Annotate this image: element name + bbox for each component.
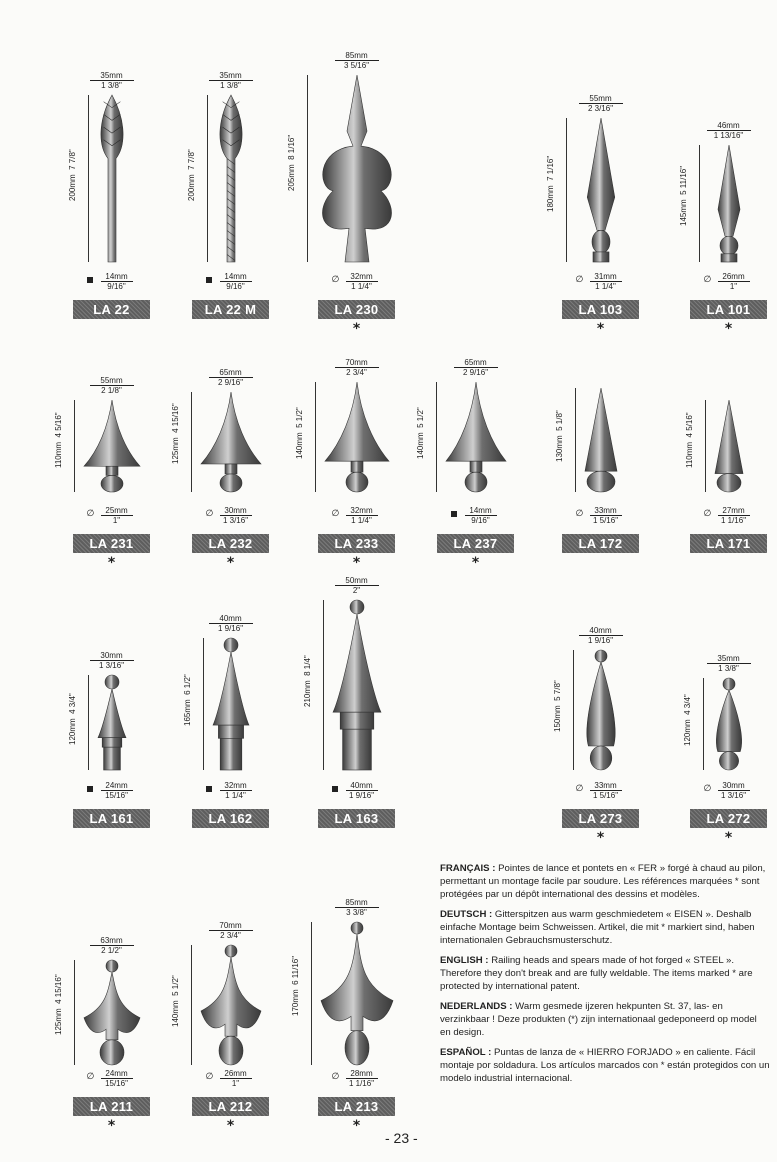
base-mm: 31mm	[590, 272, 622, 282]
protected-marker: *	[596, 321, 605, 337]
square-section-icon	[332, 786, 338, 792]
desc-nl: NEDERLANDS : Warm gesmede ijzeren hekpunten St. 37, las- en verzinkbaar ! Deze produkten (*) zijn internationaal gedeponeerd op model en design.	[440, 1001, 757, 1038]
diameter-icon: ∅	[205, 1071, 214, 1081]
height-in: 5 1/2"	[294, 407, 304, 428]
diameter-icon: ∅	[86, 508, 95, 518]
base-in: 15/16"	[105, 1079, 128, 1088]
base-in: 1 9/16"	[348, 791, 375, 800]
width-mm: 63mm	[100, 936, 123, 945]
diameter-icon: ∅	[703, 783, 712, 793]
width-dimension	[707, 121, 751, 140]
height-in: 5 1/8"	[554, 410, 564, 431]
product-drawing	[436, 382, 516, 492]
width-mm: 85mm	[345, 898, 368, 907]
product-drawing	[573, 650, 629, 770]
protected-marker: *	[226, 555, 235, 571]
width-dimension	[335, 358, 379, 377]
diameter-icon: ∅	[86, 1071, 95, 1081]
width-dimension	[335, 576, 379, 595]
base-dimension	[704, 272, 754, 292]
height-dimension	[68, 693, 77, 745]
height-dimension-line	[74, 400, 75, 492]
width-in: 1 9/16"	[209, 623, 253, 633]
height-mm: 110mm	[53, 441, 63, 468]
height-in: 8 1/16"	[286, 134, 296, 160]
width-in: 3 5/16"	[335, 60, 379, 70]
base-mm: 14mm	[465, 506, 497, 516]
product-code-label: LA 211	[73, 1097, 150, 1116]
height-in: 5 1/2"	[415, 407, 425, 428]
width-mm: 46mm	[717, 121, 740, 130]
height-in: 7 7/8"	[186, 148, 196, 170]
page-number: - 23 -	[385, 1130, 418, 1146]
width-in: 2 3/4"	[209, 930, 253, 940]
base-dimension	[576, 272, 626, 292]
height-dimension-line	[191, 945, 192, 1065]
width-dimension	[335, 898, 379, 917]
base-dimension	[206, 781, 256, 801]
product-drawing	[88, 95, 136, 262]
height-mm: 140mm	[170, 1000, 180, 1027]
height-in: 6 1/2"	[182, 674, 192, 695]
base-in: 1 1/4"	[351, 516, 372, 525]
height-dimension	[291, 955, 300, 1015]
height-dimension-line	[74, 960, 75, 1065]
base-in: 1 5/16"	[592, 516, 619, 525]
diameter-icon: ∅	[703, 274, 712, 284]
base-dimension	[87, 1069, 137, 1089]
product-code-label: LA 103	[562, 300, 639, 319]
height-dimension	[295, 407, 304, 459]
height-in: 8 1/4"	[302, 655, 312, 676]
square-section-icon	[206, 786, 212, 792]
width-in: 1 3/8"	[707, 663, 751, 673]
width-mm: 65mm	[219, 368, 242, 377]
product-drawing	[74, 960, 150, 1065]
width-mm: 40mm	[219, 614, 242, 623]
height-dimension-line	[203, 638, 204, 770]
base-in: 15/16"	[105, 791, 128, 800]
product-drawing	[191, 945, 271, 1065]
product-drawing	[207, 95, 255, 262]
width-dimension	[579, 626, 623, 645]
height-dimension-line	[88, 675, 89, 770]
product-code-label: LA 213	[318, 1097, 395, 1116]
width-dimension	[209, 614, 253, 633]
width-dimension	[90, 651, 134, 670]
height-in: 4 15/16"	[53, 973, 63, 1004]
height-dimension-line	[191, 392, 192, 492]
product-code-label: LA 22	[73, 300, 150, 319]
diameter-icon: ∅	[703, 508, 712, 518]
product-drawing	[323, 600, 391, 770]
height-mm: 120mm	[67, 717, 77, 745]
diameter-icon: ∅	[575, 274, 584, 284]
protected-marker: *	[352, 555, 361, 571]
product-code-label: LA 22 M	[192, 300, 269, 319]
product-code-label: LA 237	[437, 534, 514, 553]
height-mm: 210mm	[302, 680, 312, 707]
height-dimension	[54, 412, 63, 468]
width-mm: 55mm	[100, 376, 123, 385]
base-dimension	[332, 781, 382, 801]
height-dimension	[287, 134, 296, 190]
base-mm: 26mm	[718, 272, 750, 282]
square-section-icon	[451, 511, 457, 517]
base-mm: 24mm	[101, 1069, 133, 1079]
base-in: 1 3/16"	[222, 516, 249, 525]
base-dimension	[576, 781, 626, 801]
base-in: 1 1/16"	[720, 516, 747, 525]
base-mm: 27mm	[718, 506, 750, 516]
height-mm: 125mm	[170, 437, 180, 464]
desc-de: DEUTSCH : Gitterspitzen aus warm geschmiedetem « EISEN ». Deshalb einfache Montage beim Schweissen. Artikel, die mit * markiert sind, haben internationalen Gebrauchsmusterschutz.	[440, 909, 755, 946]
protected-marker: *	[724, 830, 733, 846]
width-dimension	[579, 94, 623, 113]
width-in: 2 3/4"	[335, 367, 379, 377]
square-section-icon	[206, 277, 212, 283]
height-dimension-line	[207, 95, 208, 262]
height-dimension-line	[573, 650, 574, 770]
height-dimension-line	[315, 382, 316, 492]
base-in: 1 1/16"	[348, 1079, 375, 1088]
product-code-label: LA 172	[562, 534, 639, 553]
width-dimension	[335, 51, 379, 70]
width-dimension	[90, 936, 134, 955]
protected-marker: *	[226, 1118, 235, 1134]
height-mm: 180mm	[545, 185, 555, 212]
base-mm: 25mm	[101, 506, 133, 516]
product-code-label: LA 233	[318, 534, 395, 553]
width-dimension	[209, 368, 253, 387]
square-section-icon	[87, 786, 93, 792]
base-in: 1 1/4"	[351, 282, 372, 291]
product-drawing	[203, 638, 259, 770]
base-in: 9/16"	[471, 516, 490, 525]
product-code-label: LA 212	[192, 1097, 269, 1116]
base-mm: 30mm	[718, 781, 750, 791]
base-mm: 28mm	[346, 1069, 378, 1079]
base-dimension	[87, 506, 137, 526]
base-mm: 24mm	[101, 781, 133, 791]
width-dimension	[454, 358, 498, 377]
height-mm: 170mm	[290, 988, 300, 1016]
product-drawing	[307, 75, 407, 262]
base-in: 1"	[231, 1079, 240, 1088]
height-mm: 130mm	[554, 435, 564, 462]
height-mm: 200mm	[186, 173, 196, 201]
height-mm: 150mm	[552, 705, 562, 732]
base-mm: 32mm	[220, 781, 252, 791]
base-dimension	[332, 1069, 382, 1089]
height-dimension	[683, 694, 692, 746]
width-mm: 70mm	[345, 358, 368, 367]
diameter-icon: ∅	[331, 1071, 340, 1081]
product-code-label: LA 162	[192, 809, 269, 828]
desc-fr: FRANÇAIS : Pointes de lance et pontets en « FER » forgé à chaud au pilon, permettant un montage facile par soudure. Les références marquées * sont protégées par un dépôt international des dessins et modèles.	[440, 863, 766, 900]
desc-en: ENGLISH : Railing heads and spears made of hot forged « STEEL ». Therefore they don't break and are fully weldable. The items marked * are protected by international patent.	[440, 955, 753, 992]
diameter-icon: ∅	[575, 783, 584, 793]
desc-es: ESPAÑOL : Puntas de lanza de « HIERRO FORJADO » en caliente. Fácil montaje por soldadura. Los artículos marcados con * están protegidos con un modelo industrial internacional.	[440, 1047, 770, 1084]
width-in: 2 1/8"	[90, 385, 134, 395]
base-dimension	[332, 506, 382, 526]
base-mm: 33mm	[590, 506, 622, 516]
base-dimension	[206, 1069, 256, 1089]
height-dimension-line	[575, 388, 576, 492]
height-in: 6 11/16"	[290, 955, 300, 985]
width-in: 2 3/16"	[579, 103, 623, 113]
height-in: 5 7/8"	[552, 680, 562, 701]
base-mm: 33mm	[590, 781, 622, 791]
diameter-icon: ∅	[575, 508, 584, 518]
product-code-label: LA 231	[73, 534, 150, 553]
height-mm: 205mm	[286, 163, 296, 191]
height-dimension-line	[699, 145, 700, 262]
product-code-label: LA 230	[318, 300, 395, 319]
width-dimension	[90, 71, 134, 90]
width-in: 3 3/8"	[335, 907, 379, 917]
height-dimension-line	[88, 95, 89, 262]
protected-marker: *	[471, 555, 480, 571]
height-in: 4 3/4"	[67, 692, 77, 714]
base-dimension	[451, 506, 501, 526]
height-dimension	[546, 156, 555, 212]
height-dimension-line	[323, 600, 324, 770]
height-mm: 200mm	[67, 173, 77, 201]
product-code-label: LA 232	[192, 534, 269, 553]
width-in: 1 3/8"	[209, 80, 253, 90]
product-drawing	[575, 388, 627, 492]
product-drawing	[315, 382, 399, 492]
width-mm: 40mm	[589, 626, 612, 635]
width-dimension	[707, 654, 751, 673]
base-mm: 40mm	[346, 781, 378, 791]
base-dimension	[87, 272, 137, 292]
base-dimension	[87, 781, 137, 801]
width-in: 2 1/2"	[90, 945, 134, 955]
product-code-label: LA 273	[562, 809, 639, 828]
height-dimension	[303, 655, 312, 707]
base-in: 1 1/4"	[225, 791, 246, 800]
height-dimension	[171, 403, 180, 464]
width-mm: 30mm	[100, 651, 123, 660]
base-in: 1 1/4"	[595, 282, 616, 291]
height-in: 4 3/4"	[682, 694, 692, 715]
base-in: 1 3/16"	[720, 791, 747, 800]
height-dimension-line	[307, 75, 308, 262]
width-in: 1 3/8"	[90, 80, 134, 90]
product-drawing	[566, 118, 636, 262]
height-mm: 140mm	[415, 432, 425, 459]
base-mm: 14mm	[220, 272, 252, 282]
base-mm: 32mm	[346, 272, 378, 282]
base-in: 9/16"	[107, 282, 126, 291]
height-in: 4 5/16"	[53, 412, 63, 438]
base-in: 9/16"	[226, 282, 245, 291]
width-in: 1 9/16"	[579, 635, 623, 645]
height-in: 7 1/16"	[545, 155, 555, 181]
product-drawing	[705, 400, 753, 492]
height-mm: 120mm	[682, 719, 692, 746]
product-drawing	[699, 145, 759, 262]
base-in: 1 5/16"	[592, 791, 619, 800]
width-in: 1 13/16"	[707, 130, 751, 140]
width-mm: 55mm	[589, 94, 612, 103]
height-in: 7 7/8"	[67, 148, 77, 170]
base-dimension	[206, 506, 256, 526]
height-dimension-line	[311, 922, 312, 1065]
product-code-label: LA 161	[73, 809, 150, 828]
base-dimension	[576, 506, 626, 526]
width-mm: 35mm	[219, 71, 242, 80]
height-mm: 165mm	[182, 699, 192, 726]
protected-marker: *	[596, 830, 605, 846]
width-in: 2 9/16"	[209, 377, 253, 387]
height-dimension	[685, 412, 694, 468]
width-mm: 65mm	[464, 358, 487, 367]
height-dimension-line	[705, 400, 706, 492]
protected-marker: *	[107, 1118, 116, 1134]
base-in: 1"	[729, 282, 738, 291]
width-mm: 35mm	[717, 654, 740, 663]
height-in: 4 15/16"	[170, 403, 180, 433]
product-drawing	[74, 400, 150, 492]
height-dimension	[54, 974, 63, 1035]
product-drawing	[311, 922, 403, 1065]
width-mm: 35mm	[100, 71, 123, 80]
base-dimension	[704, 506, 754, 526]
height-in: 4 5/16"	[684, 412, 694, 438]
product-code-label: LA 272	[690, 809, 767, 828]
height-mm: 125mm	[53, 1007, 63, 1035]
diameter-icon: ∅	[205, 508, 214, 518]
height-dimension	[171, 975, 180, 1027]
height-dimension	[555, 410, 564, 462]
width-in: 2"	[335, 585, 379, 595]
protected-marker: *	[724, 321, 733, 337]
width-mm: 50mm	[345, 576, 368, 585]
product-code-label: LA 163	[318, 809, 395, 828]
product-code-label: LA 171	[690, 534, 767, 553]
height-mm: 110mm	[684, 441, 694, 468]
base-mm: 14mm	[101, 272, 133, 282]
width-dimension	[209, 921, 253, 940]
protected-marker: *	[107, 555, 116, 571]
height-dimension-line	[703, 678, 704, 770]
height-in: 5 1/2"	[170, 975, 180, 996]
protected-marker: *	[352, 321, 361, 337]
height-dimension	[553, 680, 562, 732]
width-dimension	[90, 376, 134, 395]
height-dimension-line	[436, 382, 437, 492]
height-in: 5 11/16"	[678, 165, 688, 195]
height-mm: 140mm	[294, 432, 304, 459]
height-dimension-line	[566, 118, 567, 262]
height-mm: 145mm	[678, 198, 688, 226]
base-mm: 26mm	[220, 1069, 252, 1079]
product-drawing	[191, 392, 271, 492]
width-dimension	[209, 71, 253, 90]
width-mm: 85mm	[345, 51, 368, 60]
base-dimension	[704, 781, 754, 801]
height-dimension	[187, 149, 196, 201]
base-dimension	[332, 272, 382, 292]
height-dimension	[416, 407, 425, 459]
height-dimension	[183, 674, 192, 726]
base-in: 1"	[112, 516, 121, 525]
base-mm: 30mm	[220, 506, 252, 516]
diameter-icon: ∅	[331, 274, 340, 284]
diameter-icon: ∅	[331, 508, 340, 518]
multilingual-description	[440, 862, 770, 1092]
height-dimension	[679, 165, 688, 225]
protected-marker: *	[352, 1118, 361, 1134]
height-dimension	[68, 149, 77, 201]
base-dimension	[206, 272, 256, 292]
width-in: 2 9/16"	[454, 367, 498, 377]
square-section-icon	[87, 277, 93, 283]
width-mm: 70mm	[219, 921, 242, 930]
base-mm: 32mm	[346, 506, 378, 516]
width-in: 1 3/16"	[90, 660, 134, 670]
product-drawing	[88, 675, 136, 770]
product-drawing	[703, 678, 755, 770]
product-code-label: LA 101	[690, 300, 767, 319]
